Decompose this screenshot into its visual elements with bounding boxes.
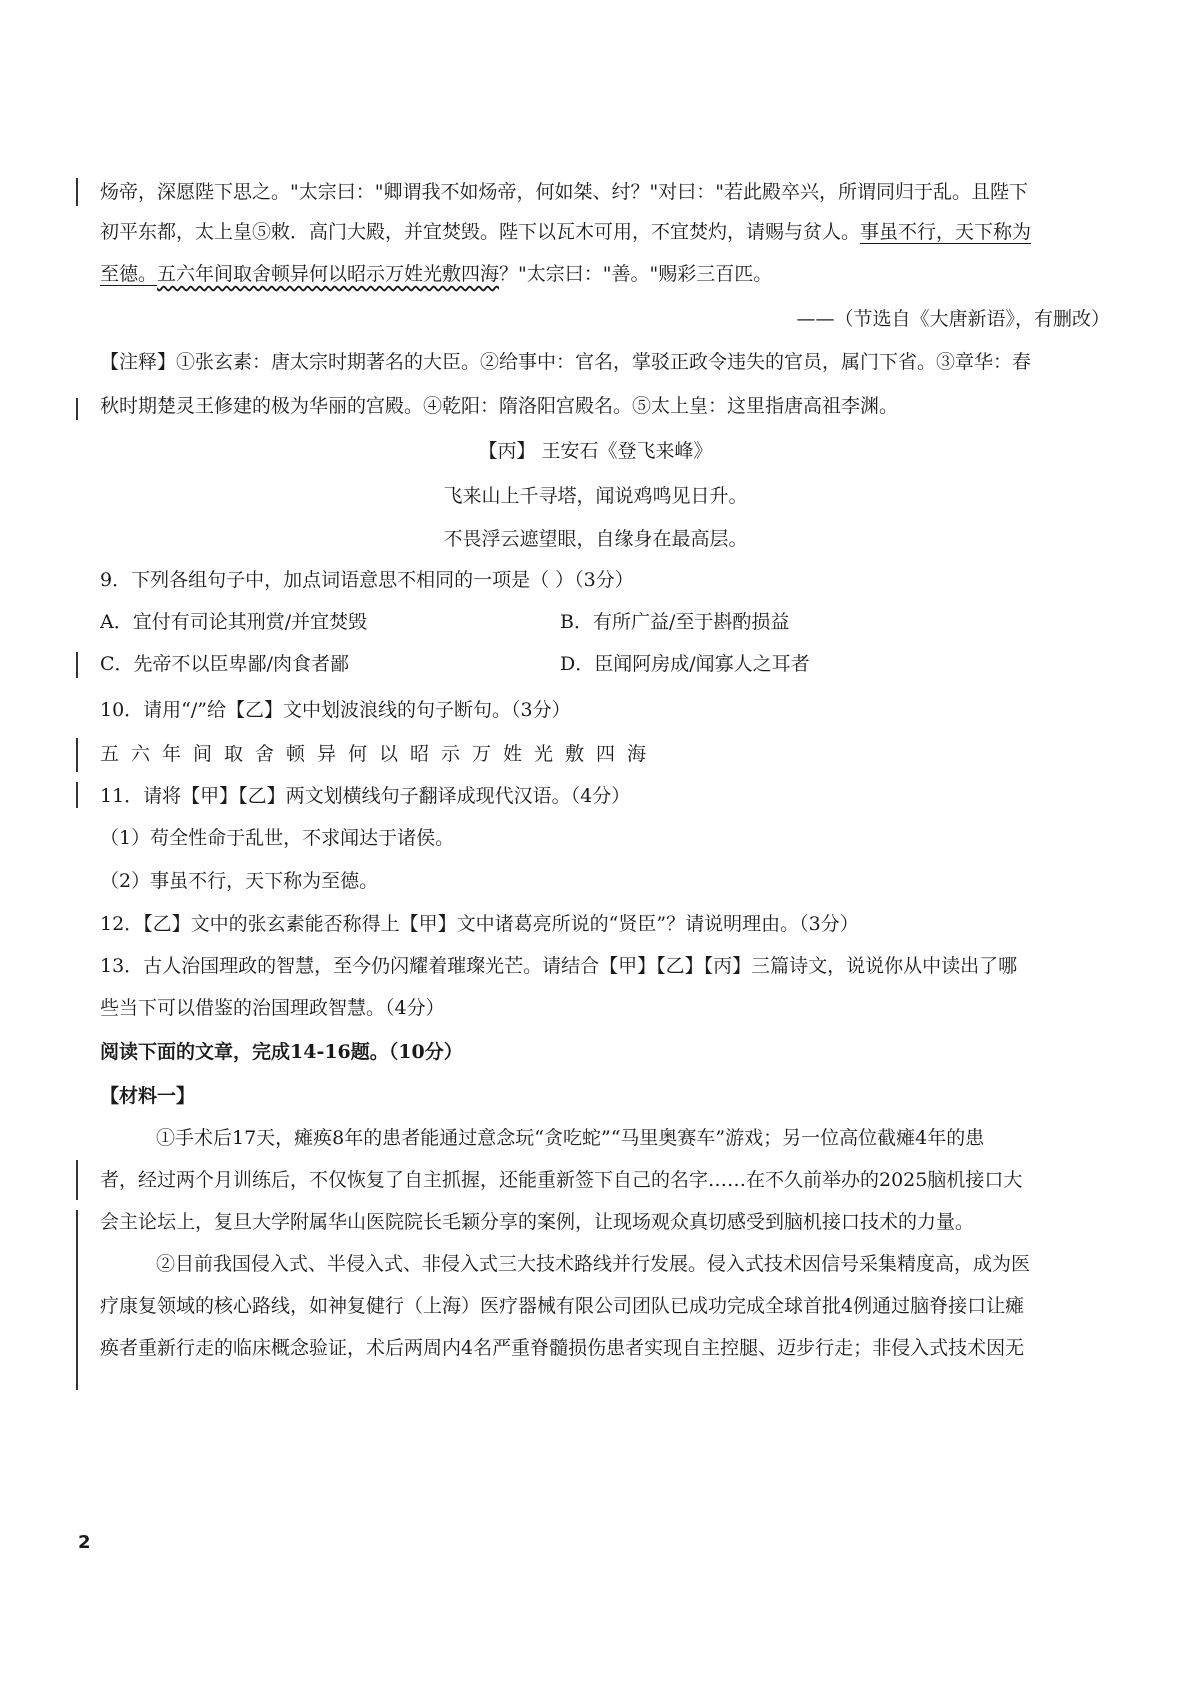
reading-instruction: 阅读下面的文章，完成14-16题。（10分） xyxy=(100,1041,463,1063)
page-number: 2 xyxy=(78,1532,91,1553)
wavy-line-sentence: 五六年间取舍顿异何以昭示万姓光敷四海 xyxy=(157,263,500,285)
margin-mark xyxy=(76,178,78,206)
question-10-text: 五六年间取舍顿异何以昭示万姓光敷四海 xyxy=(100,743,659,765)
material-paragraph-line: ②目前我国侵入式、半侵入式、非侵入式三大技术路线并行发展。侵入式技术因信号采集精度高，成为医 xyxy=(156,1253,1031,1275)
passage-text: ？"太宗曰："善。"赐彩三百匹。 xyxy=(499,263,773,285)
question-12: 12．【乙】文中的张玄素能否称得上【甲】文中诸葛亮所说的“贤臣”？请说明理由。（3分） xyxy=(100,913,859,935)
margin-mark xyxy=(76,782,78,808)
material-paragraph-line: 者，经过两个月训练后，不仅恢复了自主抓握，还能重新签下自己的名字……在不久前举办的2025脑机接口大 xyxy=(100,1169,1023,1191)
question-11-item: （2）事虽不行，天下称为至德。 xyxy=(100,870,379,892)
material-paragraph-line: ①手术后17天，瘫痪8年的患者能通过意念玩“贪吃蛇”“马里奥赛车”游戏；另一位高位截瘫4年的患 xyxy=(156,1127,985,1149)
underlined-sentence: 至德。 xyxy=(100,263,158,285)
passage-text: 初平东都，太上皇⑤敕．高门大殿，并宜焚毁。陛下以瓦木可用，不宜焚灼，请赐与贫人。 xyxy=(100,221,861,243)
underlined-sentence: 事虽不行，天下称为 xyxy=(860,221,1032,243)
margin-mark xyxy=(76,652,78,678)
question-11: 11．请将【甲】【乙】两文划横线句子翻译成现代汉语。（4分） xyxy=(100,785,631,807)
question-9-options xyxy=(100,650,1110,678)
poem-line: 不畏浮云遮望眼，自缘身在最高层。 xyxy=(443,528,748,550)
passage-line xyxy=(100,178,1110,206)
poem-heading: 【丙】 王安石《登飞来峰》 xyxy=(478,440,713,462)
material-paragraph-line: 会主论坛上，复旦大学附属华山医院院长毛颖分享的案例，让现场观众真切感受到脑机接口技术的力量。 xyxy=(100,1211,975,1233)
material-paragraph-line: 疗康复领域的核心路线，如神复健行（上海）医疗器械有限公司团队已成功完成全球首批4例通过脑脊接口让瘫 xyxy=(100,1295,1025,1317)
passage-source: ——（节选自《大唐新语》，有删改） xyxy=(796,308,1110,330)
question-13: 13．古人治国理政的智慧，至今仍闪耀着璀璨光芒。请结合【甲】【乙】【丙】三篇诗文，说说你从中读出了哪 xyxy=(100,955,1018,977)
passage-text: 炀帝，深愿陛下思之。"太宗曰："卿谓我不如炀帝，何如桀、纣？"对曰："若此殿卒兴，所谓同归于乱。且陛下 xyxy=(100,181,1028,203)
poem-line: 飞来山上千寻塔，闻说鸡鸣见日升。 xyxy=(443,485,748,507)
margin-mark xyxy=(76,398,78,420)
question-9: 9．下列各组句子中，加点词语意思不相同的一项是（ ）（3分） xyxy=(100,569,634,591)
notes-line: 秋时期楚灵王修建的极为华丽的宫殿。④乾阳：隋洛阳宫殿名。⑤太上皇：这里指唐高祖李渊。 xyxy=(100,395,899,417)
question-9-options xyxy=(100,608,1110,636)
material-paragraph-line: 痪者重新行走的临床概念验证，术后两周内4名严重脊髓损伤患者实现自主控腿、迈步行走；非侵入式技术因无 xyxy=(100,1337,1025,1359)
passage-line xyxy=(100,218,1110,246)
option-c: C．先帝不以臣卑鄙/肉食者鄙 xyxy=(100,653,349,675)
margin-mark xyxy=(76,1210,78,1390)
margin-mark xyxy=(76,1160,78,1200)
question-10: 10．请用“/”给【乙】文中划波浪线的句子断句。（3分） xyxy=(100,699,571,721)
question-11-item: （1）苟全性命于乱世，不求闻达于诸侯。 xyxy=(100,827,455,849)
option-d: D．臣闻阿房成/闻寡人之耳者 xyxy=(560,653,810,675)
material-heading: 【材料一】 xyxy=(100,1085,196,1107)
passage-line xyxy=(100,260,1110,288)
option-b: B．有所广益/至于斟酌损益 xyxy=(560,611,790,633)
margin-mark xyxy=(76,738,78,772)
notes-line: 【注释】①张玄素：唐太宗时期著名的大臣。②给事中：官名，掌驳正政令违失的官员，属门下省。③章华：春 xyxy=(100,351,1032,373)
option-a: A．宜付有司论其刑赏/并宜焚毁 xyxy=(100,611,368,633)
question-13: 些当下可以借鉴的治国理政智慧。（4分） xyxy=(100,997,445,1019)
